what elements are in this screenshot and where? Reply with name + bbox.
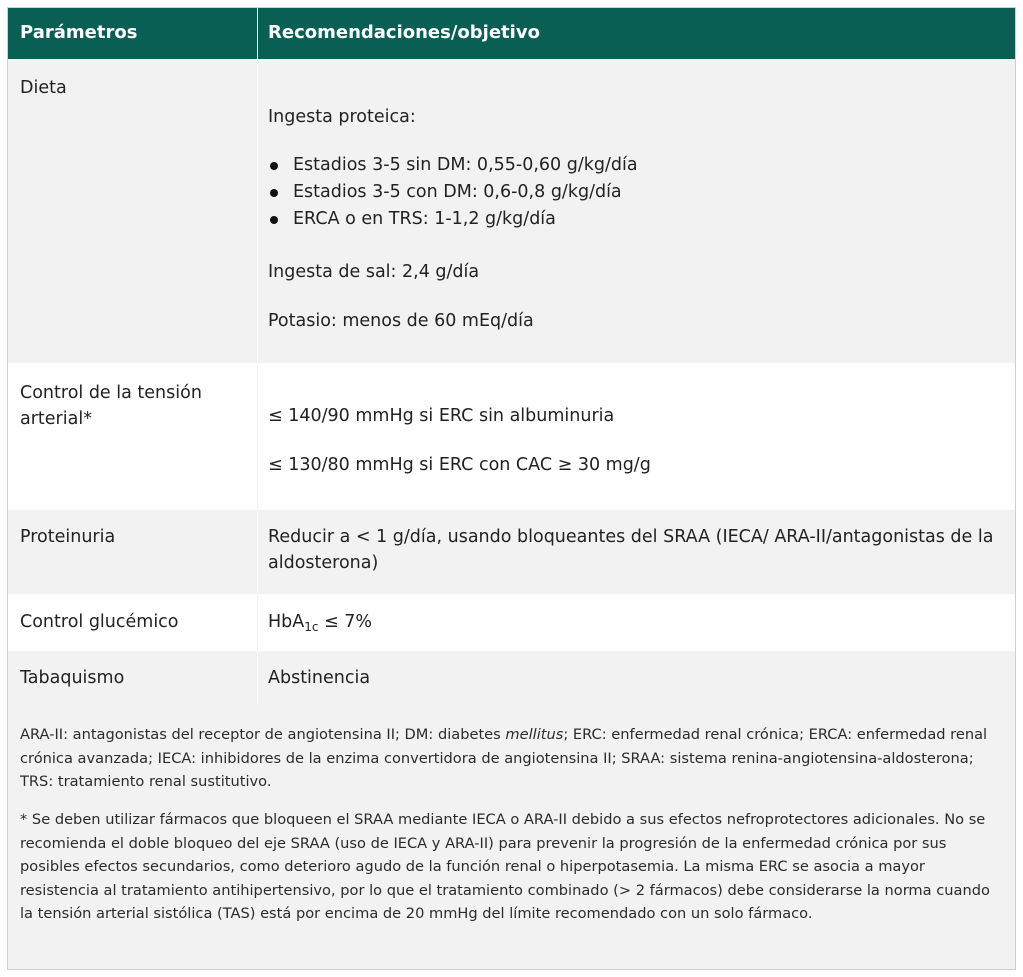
header-divider xyxy=(257,8,258,59)
column-divider xyxy=(257,651,258,704)
table-row-dieta xyxy=(8,59,1015,363)
recommendations-table xyxy=(7,7,1016,970)
potassium-intake: Potasio: menos de 60 mEq/día xyxy=(268,311,534,331)
list-item: Estadios 3-5 con DM: 0,6-0,8 g/kg/día xyxy=(268,179,638,206)
column-divider xyxy=(257,510,258,594)
list-item: Estadios 3-5 sin DM: 0,55-0,60 g/kg/día xyxy=(268,152,638,179)
param-proteinuria: Proteinuria xyxy=(20,527,116,547)
bullet-icon xyxy=(270,189,278,197)
header-recomendaciones: Recomendaciones/objetivo xyxy=(268,22,540,43)
table-footnotes xyxy=(8,704,1015,969)
param-tabaquismo: Tabaquismo xyxy=(20,668,125,688)
table-header xyxy=(8,8,1015,59)
list-item: ERCA o en TRS: 1-1,2 g/kg/día xyxy=(268,206,638,233)
protein-intake-list xyxy=(268,152,638,233)
asterisk-note: * Se deben utilizar fármacos que bloqueen el SRAA mediante IECA o ARA-II debido a sus efectos nefroprotectores adicionales. No se recomienda el doble bloqueo del eje SRAA (uso de IECA y ARA-II) para prevenir la progresión de la enfermedad crónica por sus posibles efectos secundarios, como deterioro agudo de la función renal o hiperpotasemia. La misma ERC se asocia a mayor resistencia al tratamiento antihipertensivo, por lo que el tratamiento combinado (> 2 fármacos) debe considerarse la norma cuando la tensión arterial sistólica (TAS) está por encima de 20 mmHg del límite recomendado con un solo fármaco. xyxy=(20,811,990,922)
proteinuria-target: Reducir a < 1 g/día, usando bloqueantes del SRAA (IECA/ ARA-II/antagonistas de la aldosterona) xyxy=(268,527,994,573)
param-tension: Control de la tensión arterial* xyxy=(20,383,202,429)
header-parametros: Parámetros xyxy=(20,22,138,43)
param-dieta: Dieta xyxy=(20,78,67,98)
table-row-tension xyxy=(8,363,1015,510)
table-row-glucemico xyxy=(8,594,1015,651)
protein-intake-title: Ingesta proteica: xyxy=(268,107,416,127)
table-row-tabaquismo xyxy=(8,651,1015,704)
column-divider xyxy=(257,363,258,510)
param-glucemico: Control glucémico xyxy=(20,612,179,632)
column-divider xyxy=(257,59,258,363)
tension-target-1: ≤ 140/90 mmHg si ERC sin albuminuria xyxy=(268,406,615,426)
table-row-proteinuria xyxy=(8,510,1015,594)
tension-target-2: ≤ 130/80 mmHg si ERC con CAC ≥ 30 mg/g xyxy=(268,455,651,475)
bullet-icon xyxy=(270,162,278,170)
abbreviations-note: ARA-II: antagonistas del receptor de angiotensina II; DM: diabetes mellitus; ERC: enfermedad renal crónica; ERCA: enfermedad renal crónica avanzada; IECA: inhibidores de la enzima convertidora de angiotensina II; SRAA: sistema renina-angiotensina-aldosterona; TRS: tratamiento renal sustitutivo. xyxy=(20,726,988,790)
glucemic-target: HbA$_{1c}$ ≤ 7% xyxy=(268,612,373,634)
column-divider xyxy=(257,594,258,651)
bullet-icon xyxy=(270,216,278,224)
tabaquismo-target: Abstinencia xyxy=(268,668,371,688)
salt-intake: Ingesta de sal: 2,4 g/día xyxy=(268,262,480,282)
